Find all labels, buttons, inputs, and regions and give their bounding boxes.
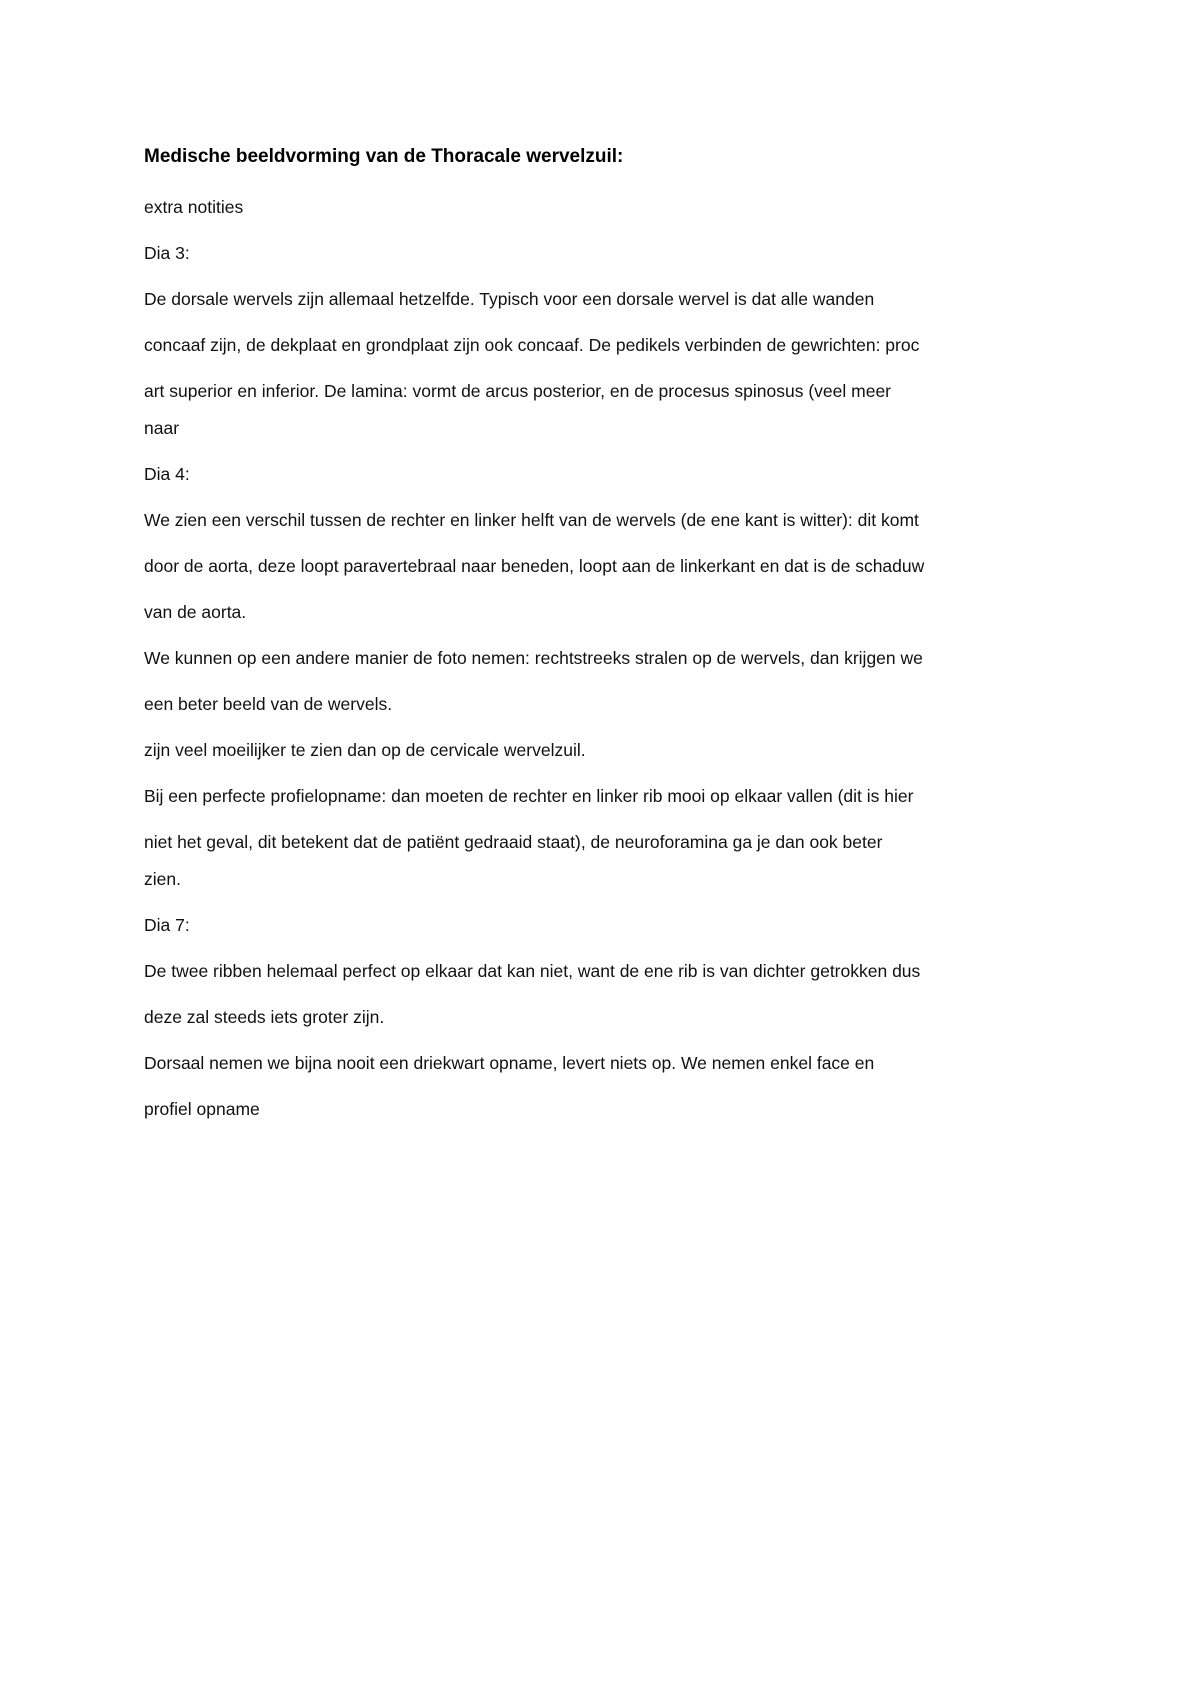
paragraph-line: profiel opname <box>144 1099 260 1119</box>
paragraph-line: We kunnen op een andere manier de foto nemen: rechtstreeks stralen op de wervels, dan krijgen we <box>144 648 923 668</box>
paragraph-line: Bij een perfecte profielopname: dan moeten de rechter en linker rib mooi op elkaar vallen (dit is hier <box>144 786 914 806</box>
document-body <box>144 143 1064 1132</box>
paragraph-line: door de aorta, deze loopt paravertebraal naar beneden, loopt aan de linkerkant en dat is de schaduw <box>144 556 925 576</box>
paragraph-line: deze zal steeds iets groter zijn. <box>144 1007 385 1027</box>
intro-text: extra notities <box>144 197 244 217</box>
paragraph <box>144 773 1064 865</box>
paragraph-line: Dorsaal nemen we bijna nooit een driekwart opname, levert niets op. We nemen enkel face en <box>144 1053 875 1073</box>
document-title: Medische beeldvorming van de Thoracale wervelzuil: <box>144 146 624 167</box>
paragraph <box>144 948 1064 1040</box>
paragraph <box>144 736 1064 764</box>
paragraph-line: zijn veel moeilijker te zien dan op de cervicale wervelzuil. <box>144 740 586 760</box>
paragraph-line: De dorsale wervels zijn allemaal hetzelfde. Typisch voor een dorsale wervel is dat alle wanden <box>144 289 875 309</box>
paragraph-line: een beter beeld van de wervels. <box>144 694 393 714</box>
section-heading: Dia 4: <box>144 464 190 484</box>
paragraph <box>144 497 1064 635</box>
paragraph-line: De twee ribben helemaal perfect op elkaar dat kan niet, want de ene rib is van dichter getrokken dus <box>144 961 921 981</box>
paragraph <box>144 276 1064 414</box>
paragraph-line: zien. <box>144 869 181 889</box>
paragraph-line: niet het geval, dit betekent dat de patiënt gedraaid staat), de neuroforamina ga je dan ook beter <box>144 832 883 852</box>
paragraph-line: art superior en inferior. De lamina: vormt de arcus posterior, en de procesus spinosus (veel meer <box>144 381 892 401</box>
paragraph-line: We zien een verschil tussen de rechter en linker helft van de wervels (de ene kant is witter): dit komt <box>144 510 919 530</box>
paragraph-line: van de aorta. <box>144 602 247 622</box>
paragraph-line: naar <box>144 418 180 438</box>
paragraph <box>144 1040 1064 1132</box>
paragraph <box>144 635 1064 727</box>
section-heading: Dia 3: <box>144 243 190 263</box>
paragraph-line: concaaf zijn, de dekplaat en grondplaat zijn ook concaaf. De pedikels verbinden de gewrichten: proc <box>144 335 920 355</box>
section-heading: Dia 7: <box>144 915 190 935</box>
